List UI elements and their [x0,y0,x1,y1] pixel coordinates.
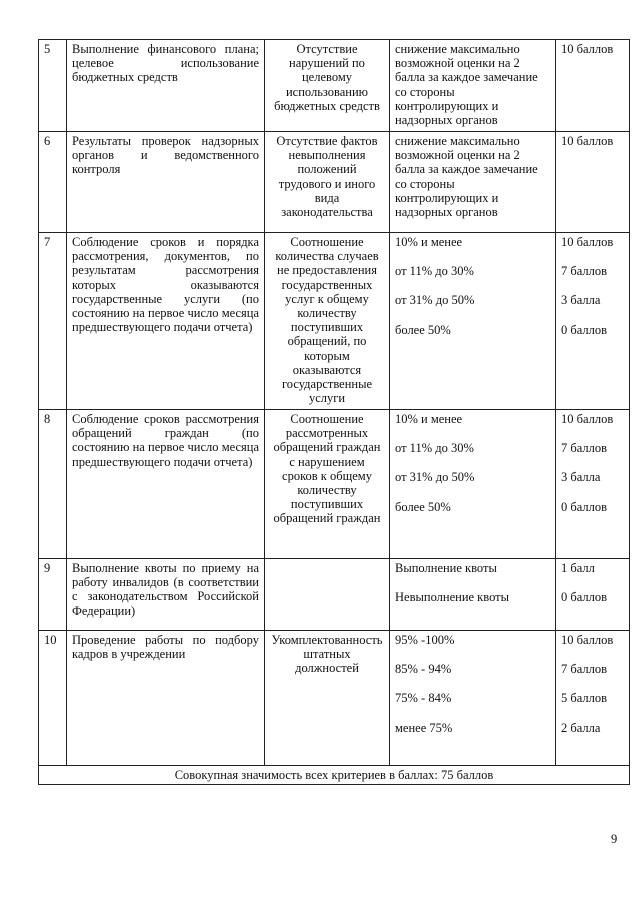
page-number: 9 [611,832,618,846]
evaluation-method-cell [390,132,556,233]
points-cell [556,40,630,132]
method-option: снижение максимально возможной оценки на 2 балла за каждое замечание со стороны контролирующих и надзорных органов [395,42,538,128]
method-option: менее 75% [395,720,453,735]
criteria-table [38,39,630,785]
method-option: более 50% [395,499,451,514]
table-row [39,631,630,766]
row-number: 5 [39,40,67,132]
points-cell [556,631,630,766]
method-option: 75% - 84% [395,691,452,706]
method-option: от 31% до 50% [395,293,475,308]
method-option: 10% и менее [395,235,463,249]
total-row [39,766,630,785]
evaluation-method-cell [390,233,556,410]
points-value: 10 баллов [561,633,614,647]
points-value: 10 баллов [561,235,614,249]
table-row [39,410,630,559]
row-number: 8 [39,410,67,559]
row-number: 6 [39,132,67,233]
criterion-cell: Результаты проверок надзорных органов и ведомственного контроля [67,132,265,233]
points-value: 10 баллов [561,134,614,148]
indicator-cell: Укомплектованность штатных должностей [265,631,390,766]
criterion-cell: Соблюдение сроков рассмотрения обращений граждан (по состоянию на первое число месяца предшествующего подачи отчета) [67,410,265,559]
method-option: 85% - 94% [395,662,452,677]
points-value: 3 балла [561,293,601,308]
total-text: Совокупная значимость всех критериев в баллах: 75 баллов [39,766,630,785]
indicator-cell: Соотношение количества случаев не предоставления государственных услуг к общему количеству поступивших обращений, по которым оказываются государственные услуги [265,233,390,410]
points-value: 0 баллов [561,590,608,605]
points-cell [556,410,630,559]
indicator-cell: Отсутствие фактов невыполнения положений трудового и иного вида законодательства [265,132,390,233]
criterion-cell: Выполнение финансового плана; целевое использование бюджетных средств [67,40,265,132]
method-option: 95% -100% [395,633,455,647]
table-row [39,132,630,233]
table-row [39,233,630,410]
row-number: 7 [39,233,67,410]
evaluation-method-cell [390,40,556,132]
points-value: 5 баллов [561,691,608,706]
table-row [39,559,630,631]
method-option: 10% и менее [395,412,463,426]
points-value: 7 баллов [561,662,608,677]
points-value: 0 баллов [561,322,608,337]
criterion-cell: Выполнение квоты по приему на работу инвалидов (в соответствии с законодательством Российской Федерации) [67,559,265,631]
method-option: снижение максимально возможной оценки на 2 балла за каждое замечание со стороны контролирующих и надзорных органов [395,134,538,220]
points-cell [556,233,630,410]
method-option: от 11% до 30% [395,264,474,279]
row-number: 10 [39,631,67,766]
evaluation-method-cell [390,559,556,631]
points-value: 10 баллов [561,42,614,56]
points-value: 7 баллов [561,441,608,456]
evaluation-method-cell [390,410,556,559]
method-option: Выполнение квоты [395,561,497,575]
table-row [39,40,630,132]
points-value: 7 баллов [561,264,608,279]
points-value: 1 балл [561,561,595,575]
points-value: 10 баллов [561,412,614,426]
indicator-cell [265,559,390,631]
criterion-cell: Соблюдение сроков и порядка рассмотрения, документов, по результатам рассмотрения которых оказываются государственные услуги (по состоянию на первое число месяца предшествующего подачи отчета) [67,233,265,410]
indicator-cell: Отсутствие нарушений по целевому использованию бюджетных средств [265,40,390,132]
points-value: 0 баллов [561,499,608,514]
criterion-cell: Проведение работы по подбору кадров в учреждении [67,631,265,766]
evaluation-method-cell [390,631,556,766]
row-number: 9 [39,559,67,631]
points-value: 3 балла [561,470,601,485]
indicator-cell: Соотношение рассмотренных обращений граждан с нарушением сроков к общему количеству поступивших обращений граждан [265,410,390,559]
method-option: от 31% до 50% [395,470,475,485]
method-option: от 11% до 30% [395,441,474,456]
points-value: 2 балла [561,720,601,735]
method-option: Невыполнение квоты [395,590,510,605]
criteria-table-body [39,40,630,766]
points-cell [556,132,630,233]
points-cell [556,559,630,631]
method-option: более 50% [395,322,451,337]
